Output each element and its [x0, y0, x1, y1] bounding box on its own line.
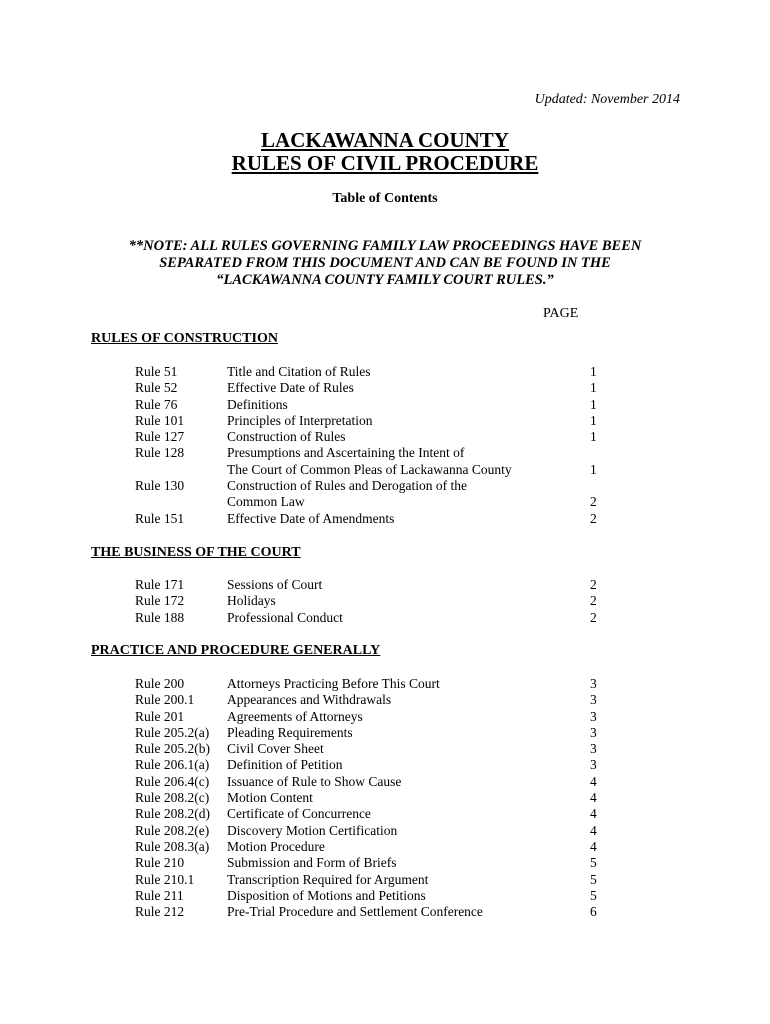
toc-row [135, 494, 615, 510]
rule-title: Presumptions and Ascertaining the Intent of [227, 445, 465, 461]
page-number: 3 [590, 692, 597, 708]
page-number: 4 [590, 822, 597, 838]
toc-row [135, 577, 615, 593]
page-number: 1 [590, 396, 597, 412]
rule-title: Discovery Motion Certification [227, 822, 398, 838]
page-number: 4 [590, 806, 597, 822]
document-title-line2: RULES OF CIVIL PROCEDURE [231, 151, 539, 175]
page-number: 4 [590, 773, 597, 789]
toc-row [135, 511, 615, 527]
rule-title: Disposition of Motions and Petitions [227, 887, 426, 903]
section-heading-business-of-court: THE BUSINESS OF THE COURT [91, 545, 301, 560]
rule-title: Motion Content [227, 790, 313, 806]
toc-row [135, 445, 615, 461]
rule-number: Rule 200.1 [135, 692, 195, 708]
rule-title: Civil Cover Sheet [227, 741, 324, 757]
rule-title: Professional Conduct [227, 609, 343, 625]
rule-number: Rule 101 [135, 412, 185, 428]
rule-title: Attorneys Practicing Before This Court [227, 676, 440, 691]
rule-number: Rule 201 [135, 708, 185, 724]
toc-label: Table of Contents [332, 191, 438, 206]
rule-title: Agreements of Attorneys [227, 708, 363, 724]
toc-row [135, 839, 615, 855]
page-number: 2 [590, 510, 597, 526]
rule-title: Common Law [227, 494, 305, 510]
toc-row [135, 904, 615, 920]
toc-row [135, 593, 615, 609]
page-column-label: PAGE [543, 306, 579, 321]
note-line: “LACKAWANNA COUNTY FAMILY COURT RULES.” [216, 272, 554, 288]
page-number: 1 [590, 461, 597, 477]
rule-title: Motion Procedure [227, 838, 325, 854]
rule-number: Rule 210 [135, 855, 185, 871]
document-title-line1: LACKAWANNA COUNTY [261, 128, 509, 152]
rule-title: Submission and Form of Briefs [227, 855, 397, 871]
page-number: 6 [590, 904, 597, 920]
rule-title: Appearances and Withdrawals [227, 692, 392, 708]
rule-title: Pre-Trial Procedure and Settlement Conference [227, 904, 483, 920]
page-number: 1 [590, 429, 597, 445]
rule-title: Principles of Interpretation [227, 412, 373, 428]
rule-title: Definitions [227, 396, 288, 412]
rule-number: Rule 51 [135, 364, 178, 379]
rule-number: Rule 127 [135, 429, 185, 445]
rule-number: Rule 208.3(a) [135, 838, 210, 854]
page-number: 3 [590, 708, 597, 724]
page-number: 2 [590, 494, 597, 510]
rule-title: Construction of Rules [227, 429, 346, 445]
rule-number: Rule 208.2(d) [135, 806, 210, 822]
section-heading-practice-procedure: PRACTICE AND PROCEDURE GENERALLY [91, 643, 381, 658]
toc-row [135, 380, 615, 396]
page-number: 2 [590, 577, 597, 592]
rule-title: Sessions of Court [227, 577, 323, 592]
page-number: 4 [590, 790, 597, 806]
rule-number: Rule 200 [135, 676, 185, 691]
rule-title: Certificate of Concurrence [227, 806, 371, 822]
toc-row [135, 790, 615, 806]
rule-number: Rule 52 [135, 380, 178, 396]
rule-title: Transcription Required for Argument [227, 871, 429, 887]
rule-number: Rule 205.2(b) [135, 741, 210, 757]
toc-row [135, 478, 615, 494]
toc-row [135, 872, 615, 888]
section-rules-of-construction [135, 364, 615, 527]
page-number: 3 [590, 757, 597, 773]
rule-number: Rule 130 [135, 478, 185, 494]
rule-number: Rule 171 [135, 577, 185, 592]
rule-title: Effective Date of Rules [227, 380, 354, 396]
rule-title: Construction of Rules and Derogation of the [227, 478, 467, 494]
toc-row [135, 888, 615, 904]
toc-row [135, 397, 615, 413]
page-number: 4 [590, 838, 597, 854]
note-line: SEPARATED FROM THIS DOCUMENT AND CAN BE FOUND IN THE [159, 255, 611, 271]
rule-number: Rule 206.1(a) [135, 757, 210, 773]
rule-title: Effective Date of Amendments [227, 510, 395, 526]
toc-row [135, 413, 615, 429]
toc-row [135, 725, 615, 741]
page-number: 1 [590, 364, 597, 379]
page-number: 3 [590, 741, 597, 757]
rule-title: Issuance of Rule to Show Cause [227, 773, 402, 789]
rule-number: Rule 208.2(e) [135, 822, 210, 838]
page-number: 5 [590, 871, 597, 887]
rule-number: Rule 151 [135, 510, 185, 526]
toc-row [135, 462, 615, 478]
page-number: 1 [590, 412, 597, 428]
page-number: 1 [590, 380, 597, 396]
note-line: **NOTE: ALL RULES GOVERNING FAMILY LAW PROCEEDINGS HAVE BEEN [128, 238, 642, 254]
page-number: 5 [590, 855, 597, 871]
section-practice-procedure [135, 676, 615, 920]
toc-row [135, 429, 615, 445]
rule-number: Rule 205.2(a) [135, 724, 210, 740]
updated-date: Updated: November 2014 [534, 92, 680, 107]
toc-row [135, 823, 615, 839]
toc-row [135, 741, 615, 757]
section-business-of-court [135, 577, 615, 626]
toc-row [135, 610, 615, 626]
toc-row [135, 676, 615, 692]
rule-title: Title and Citation of Rules [227, 364, 371, 379]
toc-row [135, 757, 615, 773]
page-number: 2 [590, 593, 597, 609]
rule-number: Rule 212 [135, 904, 185, 920]
section-heading-rules-of-construction: RULES OF CONSTRUCTION [91, 331, 278, 346]
toc-row [135, 806, 615, 822]
toc-row [135, 774, 615, 790]
rule-number: Rule 76 [135, 396, 178, 412]
rule-number: Rule 188 [135, 609, 185, 625]
toc-row [135, 692, 615, 708]
toc-row [135, 364, 615, 380]
rule-number: Rule 206.4(c) [135, 773, 210, 789]
rule-title: The Court of Common Pleas of Lackawanna County [227, 461, 512, 477]
page-number: 5 [590, 887, 597, 903]
toc-row [135, 709, 615, 725]
family-law-note [0, 238, 770, 289]
rule-number: Rule 128 [135, 445, 185, 461]
rule-number: Rule 211 [135, 887, 184, 903]
page-number: 2 [590, 609, 597, 625]
rule-number: Rule 172 [135, 593, 185, 609]
page-number: 3 [590, 676, 597, 691]
rule-title: Definition of Petition [227, 757, 343, 773]
rule-number: Rule 210.1 [135, 871, 195, 887]
toc-row [135, 855, 615, 871]
page-number: 3 [590, 724, 597, 740]
rule-number: Rule 208.2(c) [135, 790, 210, 806]
rule-title: Holidays [227, 593, 276, 609]
rule-title: Pleading Requirements [227, 724, 353, 740]
